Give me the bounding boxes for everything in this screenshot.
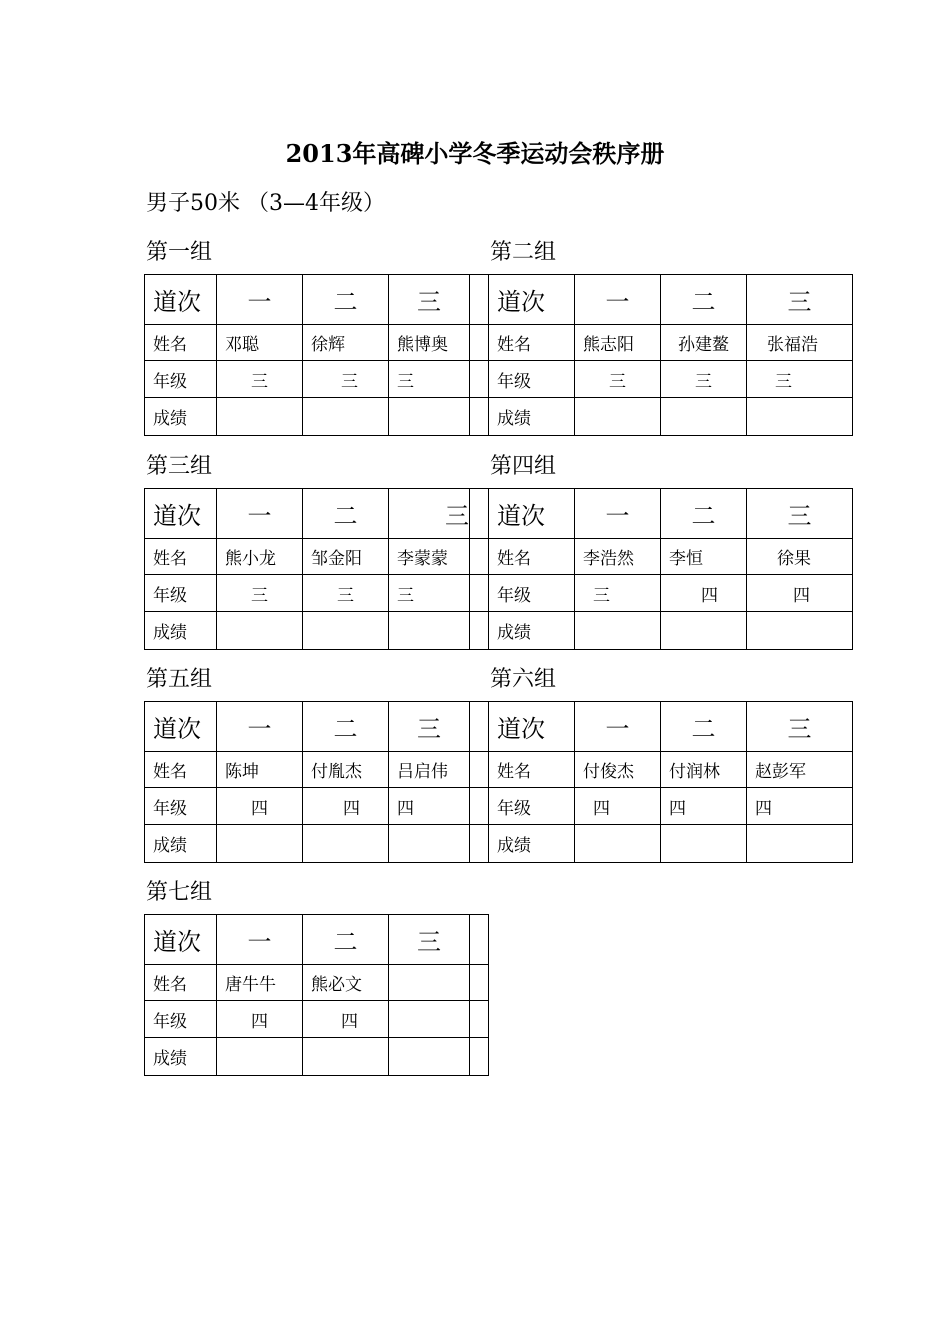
grade-label: 年级 — [145, 361, 217, 398]
lane-number: 二 — [661, 275, 747, 325]
name-label: 姓名 — [489, 539, 575, 575]
athlete-grade: 四 — [217, 1001, 303, 1038]
lane-number: 二 — [303, 489, 389, 539]
name-label: 姓名 — [145, 539, 217, 575]
table-divider — [470, 965, 489, 1001]
heat-table — [144, 914, 489, 1076]
score-cell[interactable] — [303, 825, 389, 863]
name-label: 姓名 — [489, 752, 575, 788]
table-divider — [470, 915, 489, 965]
athlete-name: 徐辉 — [303, 325, 389, 361]
score-label: 成绩 — [489, 398, 575, 436]
athlete-name — [389, 965, 470, 1001]
athlete-name: 赵彭军 — [747, 752, 853, 788]
score-label: 成绩 — [489, 612, 575, 650]
score-cell[interactable] — [389, 825, 470, 863]
score-cell[interactable] — [217, 1038, 303, 1076]
score-cell[interactable] — [575, 398, 661, 436]
score-cell[interactable] — [389, 612, 470, 650]
heat-table — [144, 488, 853, 650]
lane-label: 道次 — [145, 489, 217, 539]
lane-label: 道次 — [145, 702, 217, 752]
athlete-grade: 三 — [575, 361, 661, 398]
athlete-grade: 四 — [661, 788, 747, 825]
table-divider — [470, 575, 489, 612]
table-divider — [470, 788, 489, 825]
score-cell[interactable] — [217, 612, 303, 650]
table-divider — [470, 275, 489, 325]
lane-number: 三 — [747, 275, 853, 325]
score-cell[interactable] — [303, 612, 389, 650]
lane-number: 三 — [389, 489, 470, 539]
athlete-name: 熊志阳 — [575, 325, 661, 361]
grade-label: 年级 — [489, 361, 575, 398]
lane-number: 三 — [389, 702, 470, 752]
lane-number: 一 — [575, 489, 661, 539]
score-cell[interactable] — [747, 825, 853, 863]
athlete-name: 孙建鳌 — [661, 325, 747, 361]
score-cell[interactable] — [661, 612, 747, 650]
table-divider — [470, 489, 489, 539]
grade-label: 年级 — [489, 575, 575, 612]
score-label: 成绩 — [145, 398, 217, 436]
group-label: 第五组 — [146, 667, 213, 692]
lane-number: 二 — [303, 702, 389, 752]
group-label: 第一组 — [146, 240, 213, 265]
athlete-name: 李蒙蒙 — [389, 539, 470, 575]
athlete-name: 张福浩 — [747, 325, 853, 361]
score-label: 成绩 — [145, 1038, 217, 1076]
name-label: 姓名 — [145, 325, 217, 361]
score-cell[interactable] — [303, 398, 389, 436]
score-cell[interactable] — [661, 825, 747, 863]
score-cell[interactable] — [389, 1038, 470, 1076]
group-label: 第二组 — [490, 240, 557, 265]
heat-table — [144, 274, 853, 436]
lane-label: 道次 — [145, 275, 217, 325]
lane-label: 道次 — [489, 489, 575, 539]
score-cell[interactable] — [747, 398, 853, 436]
lane-number: 一 — [217, 275, 303, 325]
athlete-grade: 三 — [303, 575, 389, 612]
score-cell[interactable] — [217, 398, 303, 436]
group-label: 第七组 — [146, 880, 213, 905]
table-divider — [470, 1038, 489, 1076]
athlete-grade: 四 — [747, 575, 853, 612]
lane-number: 一 — [217, 702, 303, 752]
athlete-grade: 四 — [389, 788, 470, 825]
lane-number: 二 — [303, 275, 389, 325]
table-divider — [470, 612, 489, 650]
grade-label: 年级 — [145, 575, 217, 612]
lane-number: 二 — [661, 702, 747, 752]
athlete-name: 熊必文 — [303, 965, 389, 1001]
score-cell[interactable] — [303, 1038, 389, 1076]
athlete-grade: 四 — [661, 575, 747, 612]
table-divider — [470, 752, 489, 788]
group-label: 第三组 — [146, 454, 213, 479]
athlete-grade: 三 — [575, 575, 661, 612]
athlete-name: 徐果 — [747, 539, 853, 575]
table-divider — [470, 825, 489, 863]
athlete-name: 熊小龙 — [217, 539, 303, 575]
lane-number: 一 — [575, 275, 661, 325]
athlete-grade: 四 — [747, 788, 853, 825]
name-label: 姓名 — [489, 325, 575, 361]
document-title: 2013年高碑小学冬季运动会秩序册 — [285, 139, 665, 168]
athlete-name: 李恒 — [661, 539, 747, 575]
lane-number: 三 — [389, 915, 470, 965]
athlete-name: 付胤杰 — [303, 752, 389, 788]
lane-number: 一 — [217, 915, 303, 965]
score-cell[interactable] — [661, 398, 747, 436]
event-heading: 男子50米 （3—4年级） — [146, 191, 385, 216]
athlete-grade: 四 — [217, 788, 303, 825]
score-label: 成绩 — [145, 612, 217, 650]
athlete-grade — [389, 1001, 470, 1038]
athlete-grade: 三 — [389, 361, 470, 398]
grade-label: 年级 — [489, 788, 575, 825]
score-cell[interactable] — [389, 398, 470, 436]
athlete-name: 付俊杰 — [575, 752, 661, 788]
lane-number: 三 — [389, 275, 470, 325]
athlete-name: 吕启伟 — [389, 752, 470, 788]
score-label: 成绩 — [145, 825, 217, 863]
lane-number: 一 — [575, 702, 661, 752]
athlete-name: 熊博奥 — [389, 325, 470, 361]
athlete-grade: 三 — [303, 361, 389, 398]
table-divider — [470, 325, 489, 361]
group-label: 第四组 — [490, 454, 557, 479]
lane-number: 一 — [217, 489, 303, 539]
athlete-grade: 三 — [661, 361, 747, 398]
grade-label: 年级 — [145, 1001, 217, 1038]
athlete-grade: 三 — [217, 361, 303, 398]
name-label: 姓名 — [145, 752, 217, 788]
table-divider — [470, 361, 489, 398]
lane-number: 二 — [303, 915, 389, 965]
lane-number: 三 — [747, 489, 853, 539]
athlete-name: 陈坤 — [217, 752, 303, 788]
athlete-name: 邹金阳 — [303, 539, 389, 575]
grade-label: 年级 — [145, 788, 217, 825]
score-cell[interactable] — [575, 825, 661, 863]
athlete-grade: 三 — [389, 575, 470, 612]
athlete-name: 唐牛牛 — [217, 965, 303, 1001]
lane-number: 三 — [747, 702, 853, 752]
table-divider — [470, 398, 489, 436]
lane-label: 道次 — [489, 702, 575, 752]
athlete-grade: 四 — [303, 1001, 389, 1038]
table-divider — [470, 1001, 489, 1038]
lane-label: 道次 — [145, 915, 217, 965]
athlete-grade: 三 — [747, 361, 853, 398]
athlete-name: 付润林 — [661, 752, 747, 788]
table-divider — [470, 702, 489, 752]
heat-table — [144, 701, 853, 863]
lane-number: 二 — [661, 489, 747, 539]
athlete-grade: 三 — [217, 575, 303, 612]
athlete-grade: 四 — [303, 788, 389, 825]
athlete-grade: 四 — [575, 788, 661, 825]
group-label: 第六组 — [490, 667, 557, 692]
name-label: 姓名 — [145, 965, 217, 1001]
table-divider — [470, 539, 489, 575]
score-cell[interactable] — [217, 825, 303, 863]
lane-label: 道次 — [489, 275, 575, 325]
score-label: 成绩 — [489, 825, 575, 863]
score-cell[interactable] — [575, 612, 661, 650]
athlete-name: 邓聪 — [217, 325, 303, 361]
athlete-name: 李浩然 — [575, 539, 661, 575]
score-cell[interactable] — [747, 612, 853, 650]
